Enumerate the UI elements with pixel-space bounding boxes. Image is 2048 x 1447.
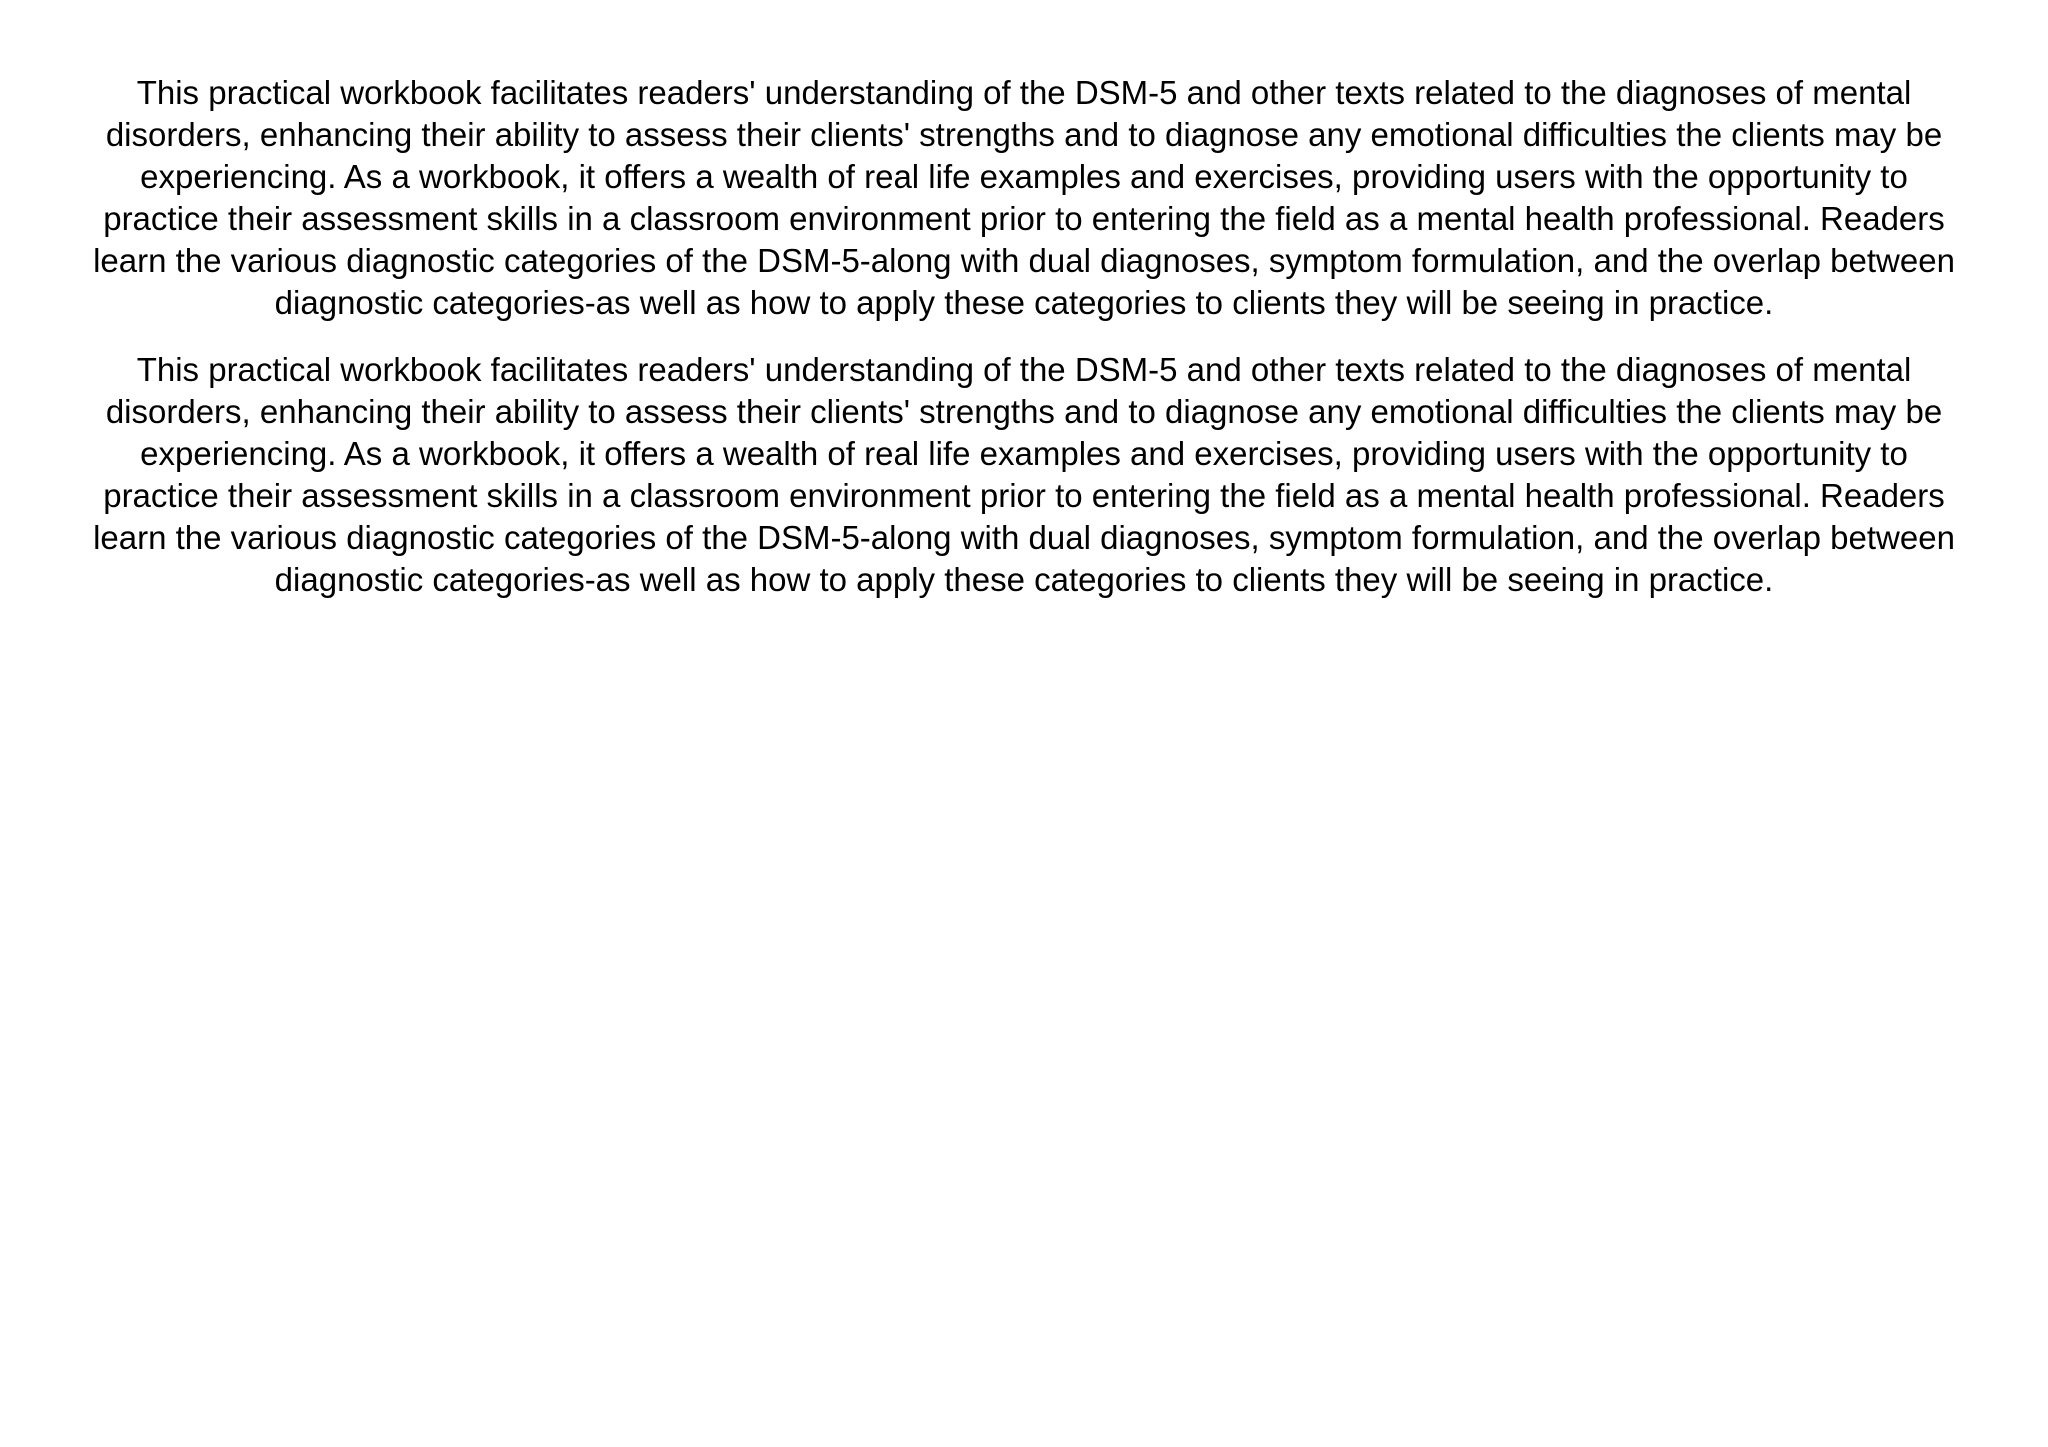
- paragraph-1: This practical workbook facilitates readers' understanding of the DSM-5 and other texts related to the diagnoses of mental disorders, enhancing their ability to assess their clients' strengths and to diagnose any emotional difficulties the clients may be experiencing. As a workbook, it offers a wealth of real life examples and exercises, providing users with the opportunity to practice their assessment skills in a classroom environment prior to entering the field as a mental health professional. Readers learn the various diagnostic categories of the DSM-5-along with dual diagnoses, symptom formulation, and the overlap between diagnostic categories-as well as how to apply these categories to clients they will be seeing in practice.: [93, 74, 1955, 321]
- paragraph-2: This practical workbook facilitates readers' understanding of the DSM-5 and other texts related to the diagnoses of mental disorders, enhancing their ability to assess their clients' strengths and to diagnose any emotional difficulties the clients may be experiencing. As a workbook, it offers a wealth of real life examples and exercises, providing users with the opportunity to practice their assessment skills in a classroom environment prior to entering the field as a mental health professional. Readers learn the various diagnostic categories of the DSM-5-along with dual diagnoses, symptom formulation, and the overlap between diagnostic categories-as well as how to apply these categories to clients they will be seeing in practice.: [93, 351, 1955, 598]
- document-page: [80, 72, 1968, 626]
